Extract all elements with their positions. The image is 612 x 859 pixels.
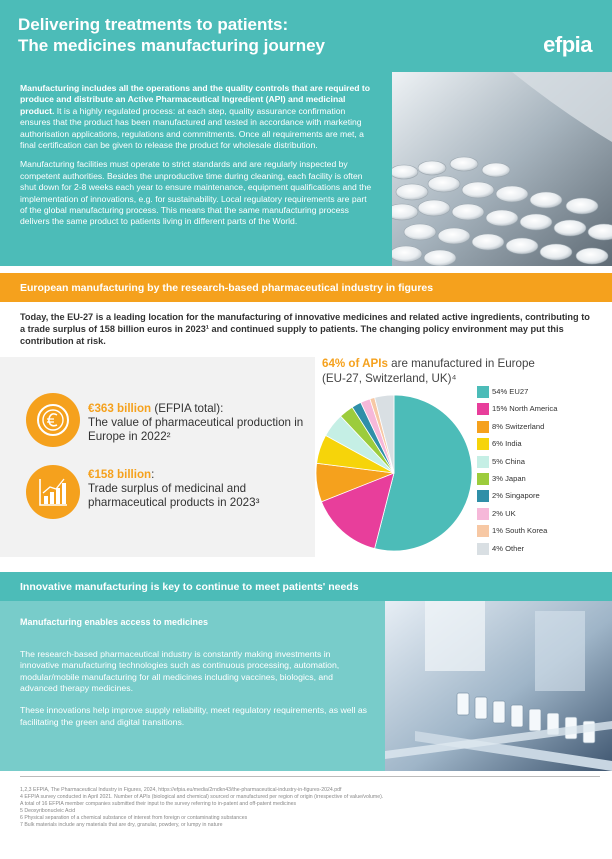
section2-band-title: Innovative manufacturing is key to continue to meet patients' needs	[20, 581, 359, 593]
legend-label: 1% South Korea	[492, 526, 548, 536]
stat-production-value	[88, 402, 310, 444]
production-line-illustration	[385, 601, 612, 771]
footnote: 4 EFPIA survey conducted in April 2021. Number of APIs (biological and chemical) sourced or manufactured per region of origin (irrespective of value/volume).	[20, 793, 384, 800]
legend-swatch	[477, 421, 489, 433]
growth-chart-icon	[26, 465, 80, 519]
api-line2: (EU-27, Switzerland, UK)⁴	[322, 372, 457, 385]
legend-label: 8% Switzerland	[492, 421, 545, 431]
legend-swatch	[477, 508, 489, 520]
api-chart-title	[322, 356, 612, 386]
legend-swatch	[477, 543, 489, 555]
legend-label: 3% Japan	[492, 474, 526, 483]
legend-label: 4% Other	[492, 543, 525, 553]
lead-text: Today, the EU-27 is a leading location for the manufacturing of innovative medicines and related active ingredients, contributing to a trade surplus of 158 billion euros in 2023¹ and continued supply to patients. The changing policy environment may put this contribution at risk.	[20, 312, 590, 346]
legend-label: 54% EU27	[492, 387, 529, 396]
api-origin-pie-chart	[314, 393, 474, 553]
euro-coin-icon	[26, 393, 80, 447]
legend-swatch	[477, 403, 489, 415]
section-band-innovative-manufacturing	[0, 572, 612, 601]
intro-p1-rest: It is a highly regulated process: at each step, quality assurance confirmation ensures that the product has been manufactured and tested in accordance with marketing authorisation applications, regulations and commitments. Once all requirements are met, a final certification can be given to release the product for wholesale distribution.	[20, 105, 364, 151]
legend-label: 5% China	[492, 456, 525, 466]
api-rest: are manufactured in Europe	[387, 357, 535, 370]
legend-swatch	[477, 386, 489, 398]
footnote: 1,2,3 EFPIA, The Pharmaceutical Industry in Figures, 2024, https://efpia.eu/media/2rndkn43/the-pharmaceutical-industry-in-figures-2024.pdf	[20, 787, 342, 793]
efpia-logo: efpia	[543, 32, 592, 57]
intro-text	[0, 72, 392, 266]
intro-paragraph-2: Manufacturing facilities must operate to strict standards and are regularly inspected by competent authorities. Besides the unproductive time during cleaning, each facility is often shut down for 2-8 weeks each year to ensure maintenance, equipment qualifications and the implementation of innovations, e.g. for sustainability. Local regulatory requirements are part of the global manufacturing process. This means that the same manufacturing process delivers the same product to patients living in different parts of the World.	[20, 159, 372, 227]
stat2-highlight: €158 billion	[88, 468, 152, 481]
stat2-body: Trade surplus of medicinal and pharmaceutical products in 2023³	[88, 482, 260, 509]
section-band-european-manufacturing	[0, 273, 612, 302]
stat1-suffix: (EFPIA total):	[151, 402, 224, 415]
stat1-body: The value of pharmaceutical production in Europe in 2022²	[88, 416, 304, 443]
page-header	[0, 0, 612, 72]
pills-photo	[392, 72, 612, 266]
footnote: 5 Deoxyribonucleic Acid	[20, 807, 76, 814]
legend-label: 15% North America	[492, 404, 558, 414]
legend-label: 2% UK	[492, 508, 516, 518]
legend-swatch	[477, 473, 489, 485]
footnote: 6 Physical separation of a chemical substance of interest from foreign or contaminating substances	[20, 814, 248, 821]
stat-trade-surplus	[88, 468, 310, 510]
stat1-highlight: €363 billion	[88, 402, 152, 415]
production-line-photo	[385, 601, 612, 771]
manufacturing-panel	[0, 601, 612, 771]
intro-paragraph-1	[20, 83, 374, 151]
stats-panel	[0, 357, 315, 557]
footnote: 7 Bulk materials include any materials that are dry, granular, powdery, or lumpy in nature	[20, 821, 223, 828]
manufacturing-subtitle: Manufacturing enables access to medicines	[20, 617, 209, 627]
legend-swatch	[477, 438, 489, 450]
page-title-line2: The medicines manufacturing journey	[18, 36, 326, 55]
manufacturing-paragraph-2: These innovations help improve supply reliability, meet regulatory requirements, as well as facilitating the green and digital transitions.	[20, 704, 368, 727]
manufacturing-text	[0, 601, 385, 771]
manufacturing-paragraph-1: The research-based pharmaceutical industry is constantly making investments in innovative manufacturing technologies such as continuous processing, automation, modular/mobile manufacturing for all medicines including vaccines, biologics, and advanced therapy medicines.	[20, 648, 340, 694]
legend-swatch	[477, 490, 489, 502]
page-title-line1: Delivering treatments to patients:	[18, 15, 289, 34]
page-title	[18, 14, 325, 56]
footnote: A total of 16 EFPIA member companies submitted their input to the survey referring to in-patent and off-patent medicines	[20, 800, 297, 807]
legend-swatch	[477, 456, 489, 468]
footnotes	[20, 776, 600, 828]
intro-p1-bold: Manufacturing includes all the operations and the quality controls that are required to produce and distribute an Active Pharmaceutical Ingredient (API) and medicinal product.	[20, 83, 371, 116]
section-band-title: European manufacturing by the research-based pharmaceutical industry in figures	[20, 282, 434, 294]
stat2-suffix: :	[151, 468, 155, 481]
pills-illustration	[392, 72, 612, 266]
legend-swatch	[477, 525, 489, 537]
api-highlight: 64% of APIs	[322, 357, 388, 370]
legend-label: 2% Singapore	[492, 491, 540, 501]
legend-label: 6% India	[492, 439, 522, 449]
